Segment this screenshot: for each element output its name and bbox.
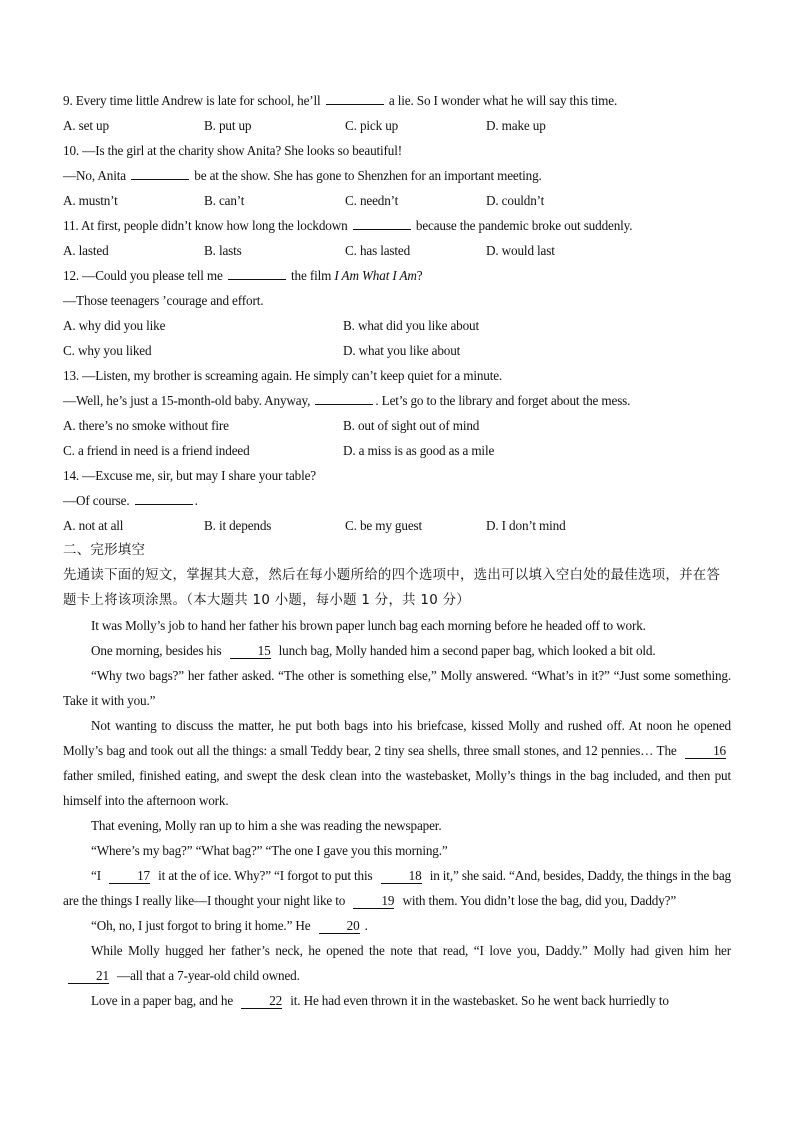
blank-19: 19	[353, 894, 394, 909]
passage-paragraph	[63, 988, 731, 1013]
question-13-stem	[63, 388, 731, 413]
passage-paragraph: “Where’s my bag?” “What bag?” “The one I gave you this morning.”	[91, 843, 448, 858]
passage-text: with them. You didn’t lose the bag, did you, Daddy?”	[402, 893, 677, 908]
option-c: C. needn’t	[345, 193, 399, 208]
section-instruction: 先通读下面的短文，掌握其大意，然后在每小题所给的四个选项中，选出可以填入空白处的最佳选项，并在答题卡上将该项涂黑。（本大题共 10 小题，每小题 1 分，共 10 分）	[63, 568, 721, 608]
blank-21: 21	[68, 969, 109, 984]
question-11-stem	[63, 213, 731, 238]
option-b: B. it depends	[204, 518, 272, 533]
passage-text: —all that a 7-year-old child owned.	[117, 968, 300, 983]
option-c: C. pick up	[345, 118, 399, 133]
stem-text: 11. At first, people didn’t know how long the lockdown	[63, 218, 348, 233]
question-13-options-row1	[63, 413, 731, 438]
passage-paragraph	[63, 938, 731, 988]
passage-text: “Oh, no, I just forgot to bring it home.” He	[91, 918, 311, 933]
question-9-stem	[63, 88, 731, 113]
option-a: A. why did you like	[63, 318, 166, 333]
passage-text: it at the of ice. Why?” “I forgot to put this	[158, 868, 373, 883]
question-12-options-row1	[63, 313, 731, 338]
option-a: A. not at all	[63, 518, 124, 533]
stem-text: . Let’s go to the library and forget about the mess.	[375, 393, 631, 408]
option-d: D. would last	[486, 243, 555, 258]
question-13-line1: 13. —Listen, my brother is screaming again. He simply can’t keep quiet for a minute.	[63, 368, 503, 383]
option-b: B. can’t	[204, 193, 245, 208]
blank-17: 17	[109, 869, 150, 884]
passage-text: Not wanting to discuss the matter, he put both bags into his briefcase, kissed Molly and rushed off. At noon he opened Molly’s bag and took out all the things: a small Teddy bear, 2 tiny sea shells, three small stones, and 12 pennies… The	[63, 718, 731, 758]
blank-20: 20	[319, 919, 360, 934]
option-d: D. make up	[486, 118, 546, 133]
stem-text: —Of course.	[63, 493, 130, 508]
option-b: B. put up	[204, 118, 252, 133]
answer-blank	[315, 391, 373, 405]
section-heading: 二、完形填空	[63, 543, 146, 558]
option-a: A. mustn’t	[63, 193, 118, 208]
stem-text: —No, Anita	[63, 168, 126, 183]
blank-16: 16	[685, 744, 726, 759]
question-13-options-row2	[63, 438, 731, 463]
passage-paragraph	[63, 713, 731, 813]
stem-text: .	[194, 493, 198, 508]
option-c: C. be my guest	[345, 518, 423, 533]
question-12-line2: —Those teenagers ’courage and effort.	[63, 293, 264, 308]
option-d: D. what you like about	[343, 343, 461, 358]
option-b: B. what did you like about	[343, 318, 480, 333]
passage-paragraph: That evening, Molly ran up to him a she was reading the newspaper.	[91, 818, 442, 833]
answer-blank	[135, 491, 193, 505]
answer-blank	[131, 166, 189, 180]
option-c: C. why you liked	[63, 343, 152, 358]
question-10-line1: 10. —Is the girl at the charity show Anita? She looks so beautiful!	[63, 143, 402, 158]
passage-text: While Molly hugged her father’s neck, he opened the note that read, “I love you, Daddy.” Molly had given him her	[91, 943, 731, 958]
option-a: A. lasted	[63, 243, 109, 258]
passage-paragraph	[63, 913, 731, 938]
stem-text: 12. —Could you please tell me	[63, 268, 223, 283]
passage-text: One morning, besides his	[91, 643, 222, 658]
question-11-options	[63, 238, 731, 263]
question-14-line1: 14. —Excuse me, sir, but may I share your table?	[63, 468, 317, 483]
option-a: A. there’s no smoke without fire	[63, 418, 229, 433]
question-9-options	[63, 113, 731, 138]
stem-text: —Well, he’s just a 15-month-old baby. Anyway,	[63, 393, 311, 408]
stem-text: 9. Every time little Andrew is late for school, he’ll	[63, 93, 321, 108]
question-14-stem	[63, 488, 731, 513]
option-d: D. couldn’t	[486, 193, 545, 208]
passage-text: lunch bag, Molly handed him a second paper bag, which looked a bit old.	[278, 643, 656, 658]
answer-blank	[326, 91, 384, 105]
answer-blank	[353, 216, 411, 230]
passage-text: “I	[91, 868, 101, 883]
option-b: B. out of sight out of mind	[343, 418, 480, 433]
passage-paragraph: It was Molly’s job to hand her father his brown paper lunch bag each morning before he headed off to work.	[91, 618, 646, 633]
option-b: B. lasts	[204, 243, 242, 258]
stem-text: be at the show. She has gone to Shenzhen for an important meeting.	[194, 168, 542, 183]
passage-paragraph: “Why two bags?” her father asked. “The other is something else,” Molly answered. “What’s in it?” “Just some something. Take it with you.”	[63, 668, 731, 708]
exam-page	[63, 88, 731, 1013]
blank-22: 22	[241, 994, 282, 1009]
passage-text: Love in a paper bag, and he	[91, 993, 234, 1008]
question-14-options	[63, 513, 731, 538]
blank-15: 15	[230, 644, 271, 659]
question-12-options-row2	[63, 338, 731, 363]
question-12-stem	[63, 263, 731, 288]
option-c: C. a friend in need is a friend indeed	[63, 443, 250, 458]
option-a: A. set up	[63, 118, 109, 133]
blank-18: 18	[381, 869, 422, 884]
question-10-stem	[63, 163, 731, 188]
stem-text: because the pandemic broke out suddenly.	[415, 218, 633, 233]
stem-text: a lie. So I wonder what he will say this time.	[388, 93, 618, 108]
passage-text: father smiled, finished eating, and swept the desk clean into the wastebasket, Molly’s things in the bag included, and then put himself into the afternoon work.	[63, 768, 731, 808]
option-d: D. a miss is as good as a mile	[343, 443, 495, 458]
film-title: I Am What I Am	[334, 268, 417, 283]
question-10-options	[63, 188, 731, 213]
passage-text: in it,” she said. “And, besides, Daddy, the things in the bag are the things I really like—I thought your night like to	[63, 868, 731, 908]
stem-text: the film	[291, 268, 332, 283]
answer-blank	[228, 266, 286, 280]
passage-text: .	[364, 918, 368, 933]
stem-text: ?	[416, 268, 423, 283]
passage-paragraph	[63, 863, 731, 913]
option-d: D. I don’t mind	[486, 518, 566, 533]
option-c: C. has lasted	[345, 243, 411, 258]
passage-paragraph	[63, 638, 731, 663]
passage-text: it. He had even thrown it in the wastebasket. So he went back hurriedly to	[290, 993, 669, 1008]
